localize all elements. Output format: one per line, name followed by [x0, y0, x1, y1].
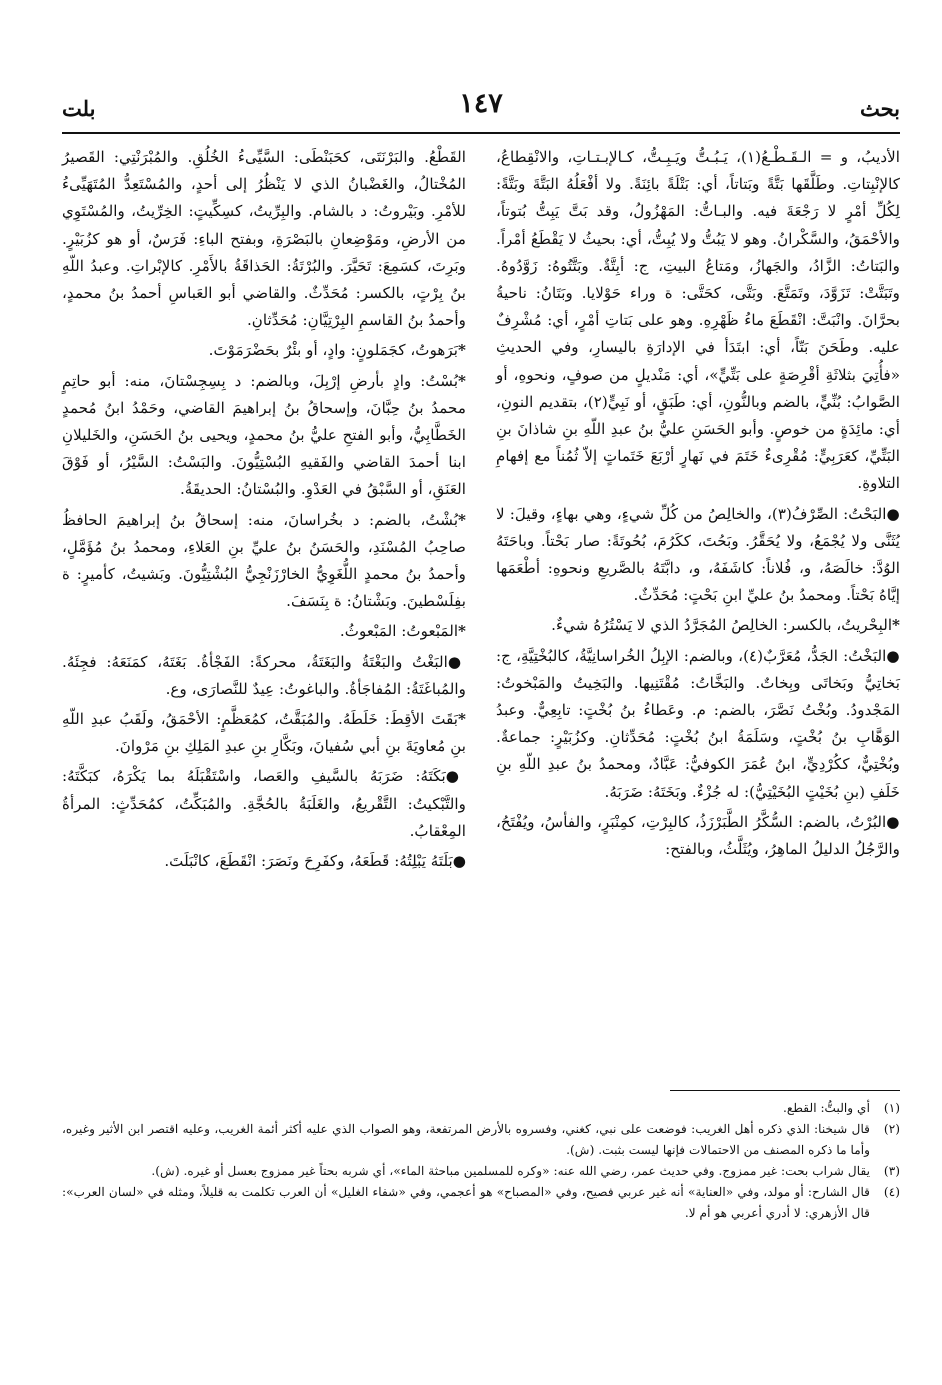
entry-marker: ● — [445, 767, 466, 786]
header-first-word: بحث — [859, 96, 900, 121]
entry-bakata — [62, 763, 466, 845]
entry-text: بَكَتَهُ: ضَرَبَهُ بالسَّيفِ والعَصا، واسْتَقْبَلَهُ بما يَكْرَهُ، كبَكَّتَهُ: والتَّبْكيتُ: التَّقْريعُ، والغَلَبَةُ بالحُجَّةِ. والمُبَكِّتُ، كمُحَدِّثٍ: المرأةُ المِعْقابُ. — [62, 767, 466, 840]
entry-text: البُرْتُ، بالضم: السُّكَّرُ الطَّبَرْزَذُ، كالبِرْتِ، كمِنْبَرٍ، والفأسُ، ويُفْتَحُ، والرَّجُلُ الدليلُ الماهِرُ، ويُثَلَّثُ، وبالفتح: — [496, 812, 900, 859]
entry-text: بُشْتُ، بالضم: د بخُراسانَ، منه: إسحاقُ بنُ إبراهيمَ الحافظُ صاحِبُ المُسْنَدِ، والحَسَنُ بنُ عليِّ بنِ العَلاءِ، ومحمدُ بنُ مُؤَمَّلٍ، وأحمدُ بنُ محمدٍ اللُّغَوِيُّ الخارْزَنْجِيُّ البُشْتِيُّونَ. وبَشيتُ، كأميرٍ: ة بفِلَسْطينَ. وبَشْتانُ: ة بِنَسَفَ. — [62, 510, 466, 611]
footnote-text: قال شيخنا: الذي ذكره أهل الغريب: فوضعت على نبي، كغني، وفسروه بالأرض المرتفعة، وهو الصواب الذي عليه أكثر أئمة الغريب، وعليه اقتصر ابن الأثير وغيره، وأما ما ذكره المصنف من الاحتمالات فإنها ليست بثبت. (ش). — [62, 1122, 870, 1157]
entry-text: البَغْتُ والبَغْتَةُ والبَغَتَةُ، محركةً: الفَجْأةُ. بَغَتَهُ، كمَنَعَهُ: فجِئَهُ. والمُباغَتَةُ: المُفاجَأةُ. والباغوتُ: عِيدٌ للنَّصارَى، وع. — [62, 652, 466, 698]
footnote — [62, 1119, 900, 1161]
entry-text: المَبْعوتُ: المَبْعوثُ. — [339, 622, 459, 641]
header-rule — [62, 132, 900, 134]
header-last-word: بلت — [62, 96, 96, 121]
entry-bakht — [496, 643, 900, 806]
page-number: ١٤٧ — [459, 88, 503, 119]
entry-marker: * — [458, 510, 466, 529]
entry-busht — [62, 507, 466, 616]
entry-marker: * — [458, 710, 466, 729]
entry-bust — [62, 368, 466, 504]
entry-marker: * — [458, 622, 466, 641]
footnote-number: (٤) — [883, 1185, 900, 1199]
entry-marker: * — [892, 616, 900, 635]
entry-text: القَطْعُ. والبَرْنَتَى، كحَبَنْطَى: السَّيِّىءُ الخُلُقِ. والمُبْرَنْتِي: القَصيرُ المُخْتالُ، والغَضْبانُ الذي لا يَنْظُرُ إلى أحدٍ، والمُسْتَعِدُّ المُتَهَيِّىءُ للأمْرِ. وبَيْروتُ: د بالشام. والبِرِّيتُ، كسِكِّيتٍ: الخِرِّيتُ، والمُسْتَوِي من الأرضِ، ومَوْضِعانِ بالبَصْرَةِ، وبفتح الباءِ: فَرَسٌ، أو هو كزُبَيْرٍ. وبَرِتَ، كسَمِعَ: تَحَيَّرَ. والبُرْتَةُ: الحَذاقَةُ بالأَمْرِ. كالإبْراتِ. وعبدُ اللّهِ بنُ بِرْتٍ، بالكسر: مُحَدِّثٌ. والقاضي أبو العَباسِ أحمدُ بنُ محمدٍ، وأحمدُ بنُ القاسمِ البِرْتِيَّانِ: مُحَدِّثانِ. — [62, 148, 466, 330]
footnote — [62, 1182, 900, 1224]
entry-barahut — [62, 337, 466, 364]
entry-balata — [62, 848, 466, 875]
entry-text: الأديبُ، و = الـقَـطْـعُ(١)، يَـبُـتُّ ويَـبِـتُّ، كـالإبـتـاتِ، والانْقِطاعُ، كالإنْبِتاتِ. وطَلَّقَها بَتَّةً وبَتاتاً، أي: بَتْلَةً بائِنَةً. ولا أفْعَلُهُ البَتَّةَ وبَتَّةً: لِكُلِّ أمْرٍ لا رَجْعَةَ فيه. والبـاتُّ: المَهْزُولُ، وقد بَتَّ يَبِتُّ بُتوتاً، والأحْمَقُ، والسَّكْرانُ. وهو لا يَبُتُّ ولا يُبِتُّ، أي: بحيثُ لا يَقْطَعُ أمْراً. والبَتاتُ: الزَّادُ، والجَهازُ، ومَتاعُ البيتِ، ج: أبِتَّةٌ. وبَتَّتُوهُ: زَوَّدُوهُ. وتَبَتَّتْ: تَزَوَّدَ، وتَمَتَّعَ. وبَتَّى، كحَتَّى: ة وراء حَوْلايا. وبَتَانُ: ناحيةُ بحرَّانَ. وانْبَتَّ: انْقَطَعَ ماءُ ظَهْرِهِ. وهو على بَتاتِ أمْرٍ، أي: مُشْرِفٌ عليه. وطَحَنَ بَتّاً، أي: ابتَدَأ في الإدارَةِ باليسارِ، وفي الحديثِ «فأُتِيَ بثلاثَةِ أقْرِصَةٍ على بَتِّيٍّ»، أي: مَنْديلٍ من صوفٍ، ونحوهِ، أو الصَّوابُ: بُنِّيٍّ، بالضم وبالنُّونِ، أي: طَبَقٍ، أو نَبِيٍّ(٢)، بتقديم النونِ، أي: مائِدَةٍ من خوصٍ. وأبو الحَسَنِ عليُّ بنُ عبدِ اللّهِ بنِ شاذانَ بنِ البَتِّيِّ، كعَرَبِيٍّ: مُقْرِىءٌ خَتَمَ في نَهارٍ أرْبَعَ خَتَماتٍ إلاّ ثُمُناً مع إفهامِ التلاوةِ. — [496, 148, 900, 493]
entry-text: البَحْتُ: الصِّرْفُ(٣)، والخالِصُ من كُلِّ شيءٍ، وهي بهاءٍ، وقيلَ: لا يُثَنَّى ولا يُجْمَعُ، ولا يُحَقَّرُ. وبَحُتَ، ككَرُمَ، بُحُوتَةً: صار بَحْتاً. وباحَتَهُ الوُدَّ: خالَصَهُ، و، فُلاناً: كاشَفَهُ، و، دابَّتَهُ بالصَّريعِ ونحوهِ: أطْعَمَها إيَّاهُ بَحْتاً. ومحمدُ بنُ عليِّ ابنِ بَحْتٍ: مُحَدِّثٌ. — [496, 504, 900, 605]
entry-marker: ● — [886, 504, 900, 523]
page-content — [62, 88, 900, 1353]
footnote-text: أي والبتُّ: القطع. — [782, 1101, 870, 1115]
entry-marker: ● — [886, 646, 900, 665]
entry-bahta — [496, 501, 900, 610]
footnote — [62, 1161, 900, 1182]
entry-burt — [496, 809, 900, 863]
entry-marker: ● — [886, 812, 900, 831]
entry-marker: ● — [447, 652, 466, 671]
entry-text: بَلَتَهُ يَبْلِتُهُ: قَطَعَهُ، وكفَرِحَ ونَصَرَ: انْقَطَعَ، كانْبَلَتَ. — [164, 852, 453, 871]
footnote-number: (٢) — [883, 1122, 900, 1136]
footnote-number: (٣) — [883, 1164, 900, 1178]
footnote — [62, 1098, 900, 1119]
entry-marker: * — [458, 371, 466, 390]
entry-burt-continued — [62, 144, 466, 334]
entry-text: بَرَهوتُ، كجَمَلونٍ: وادٍ، أو بئْرٌ بحَضْرَمَوْتَ. — [208, 341, 459, 360]
left-column — [62, 144, 466, 878]
entry-marker: * — [458, 341, 466, 360]
right-column — [496, 144, 900, 866]
entry-text: البَخْتُ: الجَدُّ، مُعَرَّبٌ(٤)، وبالضم: الإبِلُ الخُراسانِيَّةُ، كالبُخْتِيَّةِ، ج: بَخاتِيُّ وبَخاتَى وبِخاتٌ. والبَخَّاتُ: مُقْتَنِيها. والبَخِيتُ والمَبْخوتُ: المَجْدودُ. وبُخْتُ نَصَّرَ، بالضم: م. وعَطاءُ بنُ بُخْتٍ: تابِعِيٌّ. وعبدُ الوَهَّابِ بنُ بُخْتٍ، وسَلَمَةُ ابنُ بُخْتٍ: مُحَدِّثانِ. وكزُبَيْرٍ: جماعةٌ. وبُخْتِيٌّ، ككُرْدِيٍّ، ابنُ عُمَرَ الكوفيُّ: عَبَّادٌ، ومحمدُ بنُ عبدِ اللّهِ بنِ خَلَفِ (بنِ بُخَيْتٍ البُخَيْتِيُّ): له جُزْءٌ. وبَخَتَهُ: ضَرَبَهُ. — [496, 646, 900, 801]
entry-text: البِحْريتُ، بالكسر: الخالِصُ المُجَرَّدُ الذي لا يَسْتُرُهُ شيءٌ. — [551, 616, 893, 635]
page-header — [62, 88, 900, 136]
entry-marker: ● — [452, 852, 466, 871]
entry-mabut — [62, 618, 466, 645]
entry-text: بُسْتُ: وادٍ بأرضِ إرْبِلَ، وبالضم: د بِسِجِسْتانَ، منه: أبو حاتِمٍ محمدُ بنُ حِبَّانَ، وإسحاقُ بنُ إبراهيمَ القاضي، وحَمْدُ ابنُ مُحمدٍ الخَطَّابِيُّ، وأبو الفتحِ عليُّ بنُ محمدٍ، ويحيى بنُ الحَسَنِ، والخَليلانِ ابنا أحمدَ القاضي والفَقيهِ البُسْتِيُّونَ. والبَسْتُ: السَّيْرُ، أو فَوْقَ العَنَقِ، أو السَّبْقُ في العَدْوِ. والبُسْتانُ: الحديقَةُ. — [62, 371, 466, 499]
entry-bihrit — [496, 612, 900, 639]
footnotes — [62, 1098, 900, 1224]
footnote-text: يقال شراب بحت: غير ممزوج. وفي حديث عمر، رضي الله عنه: «وكره للمسلمين مباحثة الماء»، أي شربه بحتاً غير ممزوج بعسل أو غيره. (ش). — [151, 1164, 870, 1178]
entry-baght — [62, 649, 466, 703]
footnote-rule — [670, 1090, 900, 1091]
entry-text: بَقَتَ الأقِطَ: خَلَطَهُ. والمُبَقَّتُ، كمُعَظَّمٍ: الأحْمَقُ، ولَقَبُ عبدِ اللّهِ بنِ مُعاويَةَ بنِ أبي سُفيانَ، وبَكَّارِ بنِ عبدِ المَلِكِ بنِ مَرْوانَ. — [62, 710, 466, 756]
footnote-number: (١) — [883, 1101, 900, 1115]
entry-batt-continued — [496, 144, 900, 498]
footnote-text: قال الشارح: أو مولد، وفي «العناية» أنه غير عربي فصيح، وفي «المصباح» هو أعجمي، وفي «شفاء الغليل» أن العرب تكلمت به قليلاً، ومثله في «لسان العرب»: قال الأزهري: لا أدري أعربي هو أم لا. — [62, 1185, 870, 1220]
entry-baqata — [62, 706, 466, 760]
